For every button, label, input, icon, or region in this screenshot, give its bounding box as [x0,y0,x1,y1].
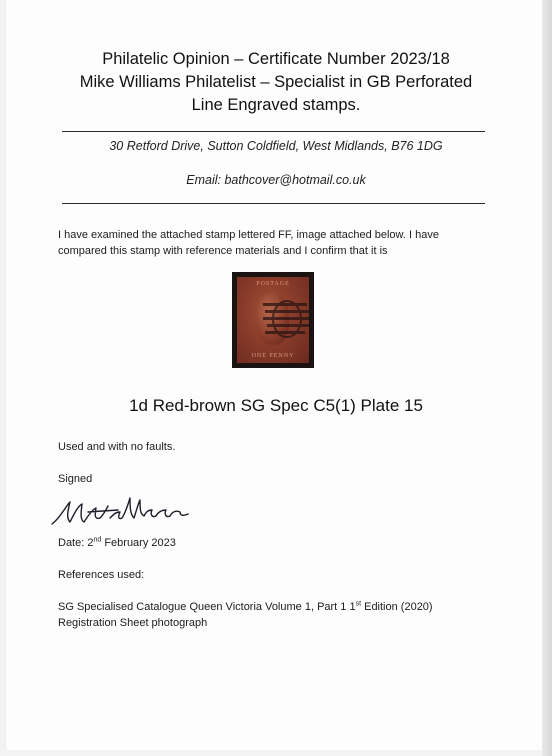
cancellation-mark-icon [257,285,309,355]
email: Email: bathcover@hotmail.co.uk [186,173,366,187]
signature [48,492,198,532]
references-label: References used: [58,569,145,581]
intro-line-1: I have examined the attached stamp lettered FF, image attached below. I have [58,229,439,241]
penny-red-stamp [237,277,309,363]
bottom-divider [62,203,485,204]
intro-line-2: compared this stamp with reference materials and I confirm that it is [58,245,388,257]
stamp-bottom-text: ONE PENNY [251,353,295,359]
reference-catalogue: SG Specialised Catalogue Queen Victoria Volume 1, Part 1 1st Edition (2020) [58,600,433,613]
stamp-identification: 1d Red-brown SG Spec C5(1) Plate 15 [129,396,423,415]
certificate-title: Philatelic Opinion – Certificate Number 2023/18 [102,50,450,68]
condition-text: Used and with no faults. [58,441,176,453]
reference-photograph: Registration Sheet photograph [58,617,208,629]
stamp-image [232,272,314,368]
signed-label: Signed [58,473,93,485]
specialty-line: Line Engraved stamps. [191,96,361,114]
top-divider [62,131,485,132]
date-line: Date: 2nd February 2023 [58,536,176,549]
issuer-line: Mike Williams Philatelist – Specialist in GB Perforated [79,73,473,91]
address: 30 Retford Drive, Sutton Coldfield, West Midlands, B76 1DG [109,139,443,153]
stamp-top-text: POSTAGE [256,281,290,287]
